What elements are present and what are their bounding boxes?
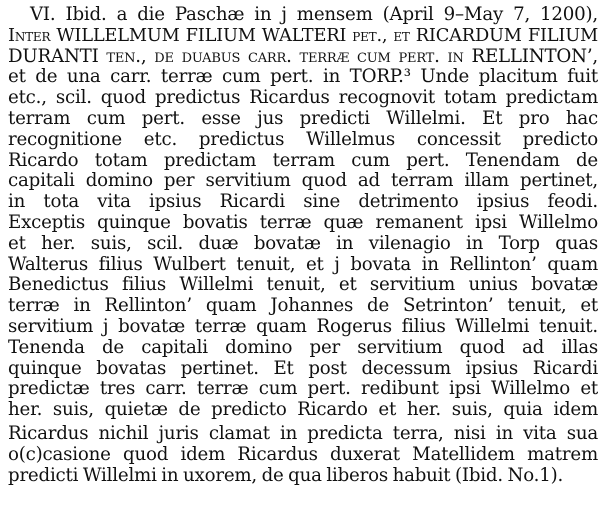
text-line: Benedictus filius Willelmi tenuit, et servitium unius bovatæ — [8, 274, 598, 296]
text-line: et de una carr. terræ cum pert. in TORP.³ Unde placitum fuit — [8, 66, 598, 88]
text-line: terræ in Rellinton’ quam Johannes de Setrinton’ tenuit, et — [8, 295, 598, 317]
text-line: in tota vita ipsius Ricardi sine detrimento ipsius feodi. — [8, 191, 598, 213]
text-line: etc., scil. quod predictus Ricardus recognovit totam predictam — [8, 87, 598, 109]
text-line: Ricardo totam predictam terram cum pert. Tenendam de — [8, 149, 598, 171]
text-line: Tenenda de capitali domino per servitium quod ad illas — [8, 336, 598, 358]
text-line: capitali domino per servitium quod ad terram illam pertinet, — [8, 170, 598, 192]
text-line: Inter WILLELMUM FILIUM WALTERI pet., et RICARDUM FILIUM — [8, 24, 598, 46]
text-line: predictæ tres carr. terræ cum pert. redibunt ipsi Willelmo et — [8, 378, 598, 400]
text-line: Ricardus nichil juris clamat in predicta terra, nisi in vita sua — [8, 422, 598, 444]
text-line: predicti Willelmi in uxorem, de qua liberos habuit (Ibid. No.1). — [8, 464, 564, 486]
text-line: et her. suis, scil. duæ bovatæ in vilenagio in Torp quas — [8, 232, 598, 254]
text-line: DURANTI ten., de duabus carr. terræ cum pert. in RELLINTON’, — [8, 45, 598, 67]
text-line: Walterus filius Wulbert tenuit, et j bovata in Rellinton’ quam — [8, 253, 598, 275]
text-line: Exceptis quinque bovatis terræ quæ remanent ipsi Willelmo — [8, 211, 598, 233]
text-line: o(c)casione quod idem Ricardus duxerat Matellidem matrem — [8, 443, 598, 465]
text-line: recognitione etc. predictus Willelmus concessit predicto — [8, 128, 598, 150]
text-line: servitium j bovatæ terræ quam Rogerus filius Willelmi tenuit. — [8, 315, 598, 337]
text-line: VI. Ibid. a die Paschæ in j mensem (April 9–May 7, 1200), — [30, 4, 598, 25]
text-line: her. suis, quietæ de predicto Ricardo et her. suis, quia idem — [8, 399, 598, 421]
text-line: quinque bovatas pertinet. Et post decessum ipsius Ricardi — [8, 357, 598, 379]
text-line: terram cum pert. esse jus predicti Willelmi. Et pro hac — [8, 107, 598, 129]
